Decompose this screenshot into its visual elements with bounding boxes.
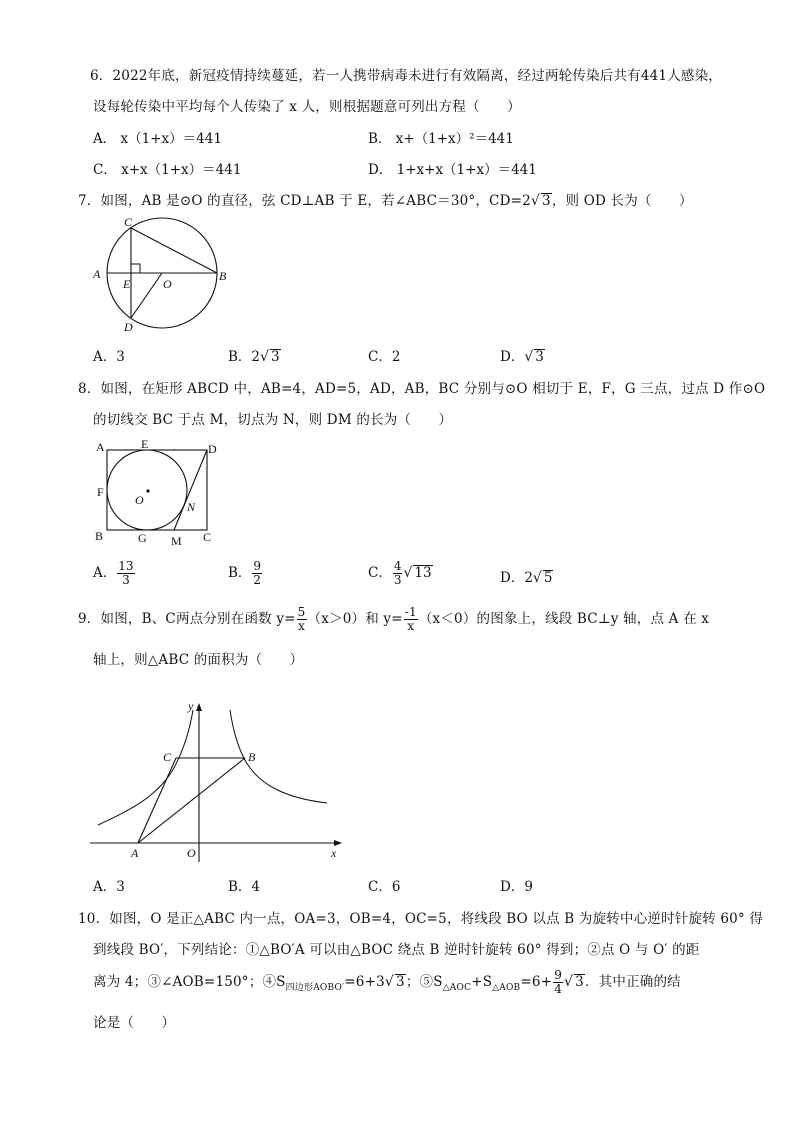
q10-line4: 论是（ ） — [93, 1015, 176, 1031]
q7-stem-pre: 7．如图，AB 是⊙O 的直径，弦 CD⊥AB 于 E，若∠ABC＝30°，CD=2 — [78, 193, 531, 209]
q7-option-b — [228, 345, 281, 365]
q9-curve-negative — [98, 710, 193, 825]
q9-label-x: x — [331, 846, 337, 860]
q10-fraction-numerator: 9 — [554, 968, 563, 982]
q10-line3-mid4: =6+ — [520, 974, 553, 991]
q7-option-a: A．3 — [93, 349, 125, 365]
q8-label-e: E — [141, 437, 149, 451]
q7-option-b-radicand: 3 — [270, 349, 280, 365]
q10-sub-quadrilateral: 四边形AOBO′ — [285, 982, 345, 993]
q8-label-g: G — [138, 531, 147, 545]
q6-option-c: C． x+x（1+x）＝441 — [93, 162, 242, 178]
q8-center-dot — [146, 489, 149, 492]
q7-label-b: B — [219, 269, 227, 283]
q8-tangent-dm — [174, 450, 207, 530]
q10-sub-aob: △AOB — [492, 982, 521, 993]
q8-option-c-label: C． — [368, 565, 392, 582]
q9-curve-positive — [230, 710, 327, 803]
q9-label-y: y — [188, 700, 194, 713]
q9-fraction-2-denominator: x — [407, 619, 415, 634]
q8-option-a-numerator: 13 — [118, 559, 134, 573]
q6-line1: 6．2022年底，新冠疫情持续蔓延，若一人携带病毒未进行有效隔离，经过两轮传染后共有441人感染， — [90, 68, 723, 84]
q6-option-d: D． 1+x+x（1+x）＝441 — [368, 162, 537, 178]
q8-option-b-denominator: 2 — [253, 573, 262, 588]
q9-fraction-2-numerator: -1 — [404, 605, 417, 619]
q8-option-d-radicand: 5 — [543, 570, 553, 586]
q9-fraction-1-numerator: 5 — [297, 605, 306, 619]
q9-option-c: C．6 — [368, 879, 401, 895]
q9-option-b: B．4 — [228, 879, 261, 895]
q8-line2: 的切线交 BC 于点 M，切点为 N，则 DM 的长为（ ） — [93, 412, 453, 428]
q7-stem-radicand: 3 — [542, 193, 551, 209]
q8-label-a: A — [96, 440, 105, 454]
q7-right-angle-mark — [131, 264, 140, 273]
q9-y-axis-arrow — [196, 703, 202, 711]
q10-line3-pre: 离为 4；③∠AOB=150°；④S — [93, 974, 286, 991]
q8-option-c-fraction — [393, 560, 403, 587]
radical-sign-icon: √ — [260, 349, 269, 365]
q9-label-o: O — [187, 846, 196, 860]
q7-segment-cb — [131, 228, 217, 273]
q6-option-b: B． x+（1+x）²＝441 — [368, 131, 514, 147]
q8-option-a-denominator: 3 — [122, 573, 130, 588]
q8-label-m: M — [171, 534, 182, 548]
q8-option-a — [93, 560, 136, 587]
q8-figure — [90, 437, 230, 549]
q7-option-c: C．2 — [368, 349, 401, 365]
q9-label-a: A — [131, 846, 139, 860]
q8-label-f: F — [97, 485, 104, 499]
q7-label-d: D — [124, 320, 133, 334]
q7-option-d-radicand: 3 — [535, 349, 544, 365]
q9-label-c: C — [163, 750, 172, 764]
q8-option-b-numerator: 9 — [253, 559, 262, 573]
q7-segment-od — [131, 273, 162, 318]
radical-sign-icon: √ — [524, 349, 534, 365]
q10-line2: 到线段 BO′，下列结论：①△BO′A 可以由△BOC 绕点 B 逆时针旋转 60° 得到；②点 O 与 O′ 的距 — [93, 942, 700, 958]
q7-label-o: O — [163, 277, 172, 291]
q9-line1-post: （x＜0）的图象上，线段 BC⊥y 轴，点 A 在 x — [418, 611, 710, 628]
q9-option-d: D．9 — [500, 879, 533, 895]
q10-fraction-denominator: 4 — [554, 982, 563, 997]
q8-label-d: D — [208, 442, 217, 456]
q7-label-a: A — [93, 267, 101, 281]
q10-radicand-1: 3 — [396, 974, 405, 991]
q6-option-a: A． x（1+x）＝441 — [93, 131, 222, 147]
radical-sign-icon: √ — [530, 193, 541, 209]
q7-option-d-pre: D． — [500, 349, 525, 365]
q8-line1: 8．如图，在矩形 ABCD 中，AB=4，AD=5，AD，AB，BC 分别与⊙O 相切于 E，F，G 三点，过点 D 作⊙O — [78, 381, 766, 397]
q10-fraction — [553, 969, 563, 996]
radical-sign-icon: √ — [532, 570, 542, 586]
q9-line2: 轴上，则△ABC 的面积为（ ） — [93, 652, 304, 668]
q10-line1: 10．如图，O 是正△ABC 内一点，OA=3，OB=4，OC=5，将线段 BO 以点 B 为旋转中心逆时针旋转 60° 得 — [78, 911, 764, 927]
q8-option-a-label: A． — [93, 565, 117, 582]
q8-option-d — [500, 566, 553, 586]
q7-label-e: E — [123, 277, 131, 291]
radical-sign-icon: √ — [564, 974, 574, 991]
q9-label-b: B — [248, 750, 256, 764]
q7-stem-post: ，则 OD 长为（ ） — [551, 193, 693, 209]
q8-option-b-fraction — [252, 560, 262, 587]
q8-option-c-denominator: 3 — [393, 573, 402, 588]
q8-option-b-label: B． — [228, 565, 252, 582]
q10-line3-mid: =6+3 — [344, 974, 385, 991]
q8-label-n: N — [187, 500, 196, 514]
q9-option-a: A．3 — [93, 879, 125, 895]
q9-figure — [90, 700, 350, 866]
q10-sub-aoc: △AOC — [442, 982, 472, 993]
q9-line1-mid: （x＞0）和 y= — [307, 611, 403, 628]
q7-stem — [78, 189, 693, 209]
q7-option-b-pre: B．2 — [228, 349, 261, 365]
radical-sign-icon: √ — [403, 565, 413, 582]
q10-line3-post: ．其中正确的结 — [584, 974, 681, 991]
q10-line3-mid3: +S — [471, 974, 493, 991]
q7-label-c: C — [124, 215, 133, 229]
q7-figure — [90, 212, 240, 336]
q8-option-c-numerator: 4 — [393, 559, 402, 573]
q7-option-d — [500, 345, 545, 365]
q10-radicand-2: 3 — [575, 974, 584, 991]
q8-option-a-fraction — [117, 560, 134, 587]
q9-line1-pre: 9．如图，B、C两点分别在函数 y= — [78, 611, 296, 628]
q9-fraction-1 — [297, 606, 307, 633]
q8-option-b — [228, 560, 263, 587]
q8-label-o: O — [135, 493, 144, 507]
q8-rectangle — [107, 450, 207, 530]
q9-fraction-1-denominator: x — [298, 619, 306, 634]
q9-fraction-2 — [404, 606, 418, 633]
q8-option-c — [368, 560, 433, 587]
q9-line1 — [78, 606, 709, 633]
q10-line3 — [93, 969, 681, 996]
q8-option-c-radicand: 13 — [414, 565, 432, 582]
q8-option-d-pre: D．2 — [500, 570, 533, 586]
q8-label-b: B — [95, 529, 104, 543]
radical-sign-icon: √ — [384, 974, 395, 991]
q9-segment-ab — [138, 758, 245, 843]
q10-line3-mid2: ；⑤S — [405, 974, 443, 991]
q8-label-c: C — [203, 530, 212, 544]
q6-line2: 设每轮传染中平均每个人传染了 x 人，则根据题意可列出方程（ ） — [93, 99, 521, 115]
